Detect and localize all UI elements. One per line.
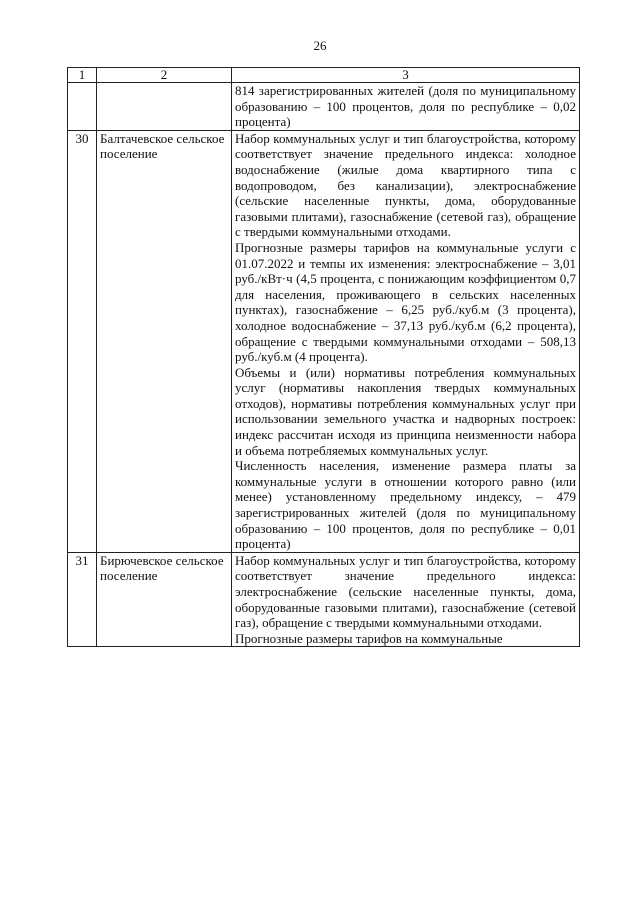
paragraph: Объемы и (или) нормативы потребления коммунальных услуг (нормативы накопления твердых коммунальных отходов), нормативы потребления коммунальных услуг при использовании земельного участка и надворных построек: индекс рассчитан исходя из принципа неизменности набора и объема потребляемых коммунальных услуг. [235, 364, 576, 458]
column-header-1: 1 [68, 68, 97, 83]
row-description [232, 130, 580, 552]
table-row [68, 83, 580, 131]
settlement-name [97, 83, 232, 131]
column-header-2: 2 [97, 68, 232, 83]
row-number: 31 [68, 552, 97, 647]
paragraph: Набор коммунальных услуг и тип благоустройства, которому соответствует значение предельного индекса: холодное водоснабжение (жилые дома квартирного типа с водопроводом, без канализации), электроснабжение (сельские населенные пункты, дома, оборудованные газовыми плитами), газоснабжение (сетевой газ), обращение с твердыми коммунальными отходами. [235, 130, 576, 240]
row-number [68, 83, 97, 131]
paragraph: Прогнозные размеры тарифов на коммунальные услуги с 01.07.2022 и темпы их изменения: электроснабжение – 3,01 руб./кВт·ч (4,5 процента, с понижающим коэффициентом 0,7 для населения, проживающего в сельских населенных пунктах), газоснабжение – 6,25 руб./куб.м (3 процента), холодное водоснабжение – 37,13 руб./куб.м (6,2 процента), обращение с твердыми коммунальными отходами – 508,13 руб./куб.м (4 процента). [235, 239, 576, 365]
header-row [68, 68, 580, 83]
table-row [68, 552, 580, 647]
settlement-name: Бирючевское сельское поселение [97, 552, 232, 647]
row-description [232, 83, 580, 131]
tariff-table [67, 67, 580, 647]
paragraph: Численность населения, изменение размера платы за коммунальные услуги в отношении которого равно (или менее) установленному предельному индексу, – 479 зарегистрированных жителей (доля по муниципальному образованию – 100 процентов, доля по республике – 0,01 процента) [235, 458, 576, 552]
table-row [68, 130, 580, 552]
paragraph: Прогнозные размеры тарифов на коммунальные [235, 630, 503, 646]
settlement-name: Балтачевское сельское поселение [97, 130, 232, 552]
column-header-3: 3 [232, 68, 580, 83]
page-number: 26 [313, 38, 327, 53]
row-number: 30 [68, 130, 97, 552]
paragraph: 814 зарегистрированных жителей (доля по муниципальному образованию – 100 процентов, доля по республике – 0,02 процента) [235, 83, 576, 130]
paragraph: Набор коммунальных услуг и тип благоустройства, которому соответствует значение предельного индекса: электроснабжение (сельские населенные пункты, дома, оборудованные газовыми плитами), газоснабжение (сетевой газ), обращение с твердыми коммунальными отходами. [235, 552, 576, 631]
row-description [232, 552, 580, 647]
